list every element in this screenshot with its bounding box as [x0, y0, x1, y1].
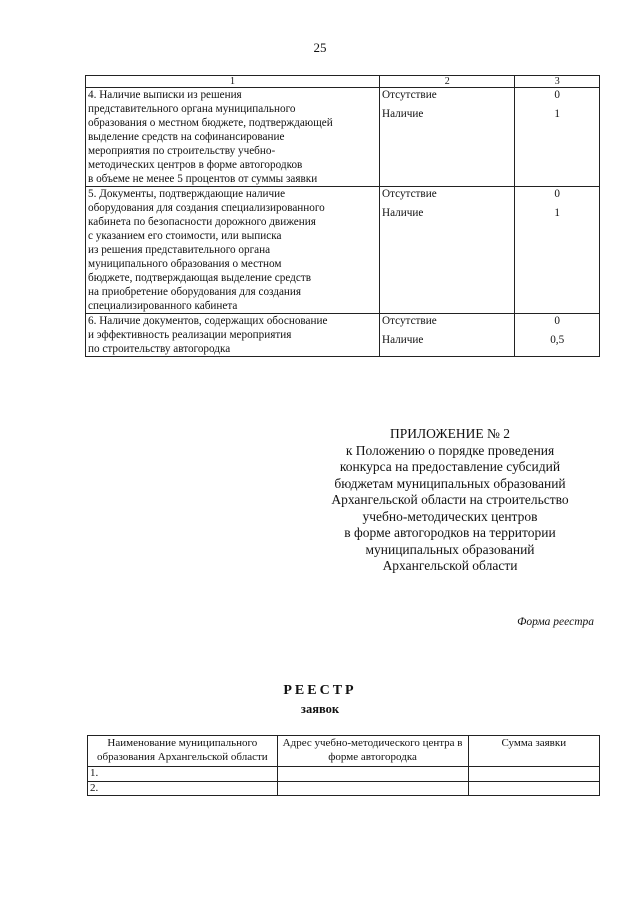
registry-cell-municipality: 2.: [88, 781, 278, 796]
criteria-options: [380, 314, 515, 357]
description-line: выделение средств на софинансирование: [88, 131, 285, 143]
criteria-options: [380, 88, 515, 187]
option-present: Наличие: [382, 334, 424, 346]
criteria-header-row: [86, 76, 600, 88]
registry-cell-amount: [468, 767, 599, 782]
points-absent: 0: [554, 188, 560, 200]
registry-subtitle: заявок: [300, 702, 340, 716]
description-line: кабинета по безопасности дорожного движения: [88, 216, 316, 228]
registry-cell-municipality: 1.: [88, 767, 278, 782]
description-line: 5. Документы, подтверждающие наличие: [88, 188, 286, 200]
points-present: 0,5: [550, 334, 565, 346]
description-line: оборудования для создания специализированного: [88, 202, 325, 214]
registry-header-amount: Сумма заявки: [468, 736, 599, 767]
option-present: Наличие: [382, 207, 424, 219]
registry-cell-amount: [468, 781, 599, 796]
option-absent: Отсутствие: [382, 188, 437, 200]
points-present: 1: [554, 108, 560, 120]
registry-row: [88, 781, 600, 796]
criteria-points: [515, 88, 600, 187]
appendix-line: учебно-методических центров: [362, 508, 538, 524]
form-note: Форма реестра: [517, 616, 594, 628]
description-line: с указанием его стоимости, или выписка: [88, 230, 282, 242]
description-line: специализированного кабинета: [88, 300, 238, 312]
description-line: по строительству автогородка: [88, 343, 231, 355]
registry-row: [88, 767, 600, 782]
description-line: представительного органа муниципального: [88, 103, 296, 115]
criteria-description: [86, 187, 380, 314]
points-absent: 0: [554, 315, 560, 327]
option-present: Наличие: [382, 108, 424, 120]
criteria-points: [515, 314, 600, 357]
description-line: 4. Наличие выписки из решения: [88, 89, 242, 101]
option-absent: Отсутствие: [382, 89, 437, 101]
points-absent: 0: [554, 89, 560, 101]
registry-title: РЕЕСТР: [283, 683, 357, 698]
appendix-line: бюджетам муниципальных образований: [334, 475, 566, 491]
registry-header-municipality: Наименование муниципального образования Архангельской области: [88, 736, 278, 767]
criteria-points: [515, 187, 600, 314]
points-present: 1: [554, 207, 560, 219]
appendix-block: [300, 426, 600, 575]
appendix-line: в форме автогородков на территории: [344, 525, 556, 540]
registry-header-row: [88, 736, 600, 767]
description-line: из решения представительного органа: [88, 244, 271, 256]
description-line: 6. Наличие документов, содержащих обоснование: [88, 315, 328, 327]
criteria-table: [85, 75, 600, 357]
registry-table: [87, 735, 600, 796]
criteria-description: [86, 314, 380, 357]
appendix-line: муниципальных образований: [365, 541, 535, 557]
criteria-header-col-1: 1: [86, 76, 380, 88]
description-line: мероприятия по строительству учебно-: [88, 145, 276, 157]
appendix-line: к Положению о порядке проведения: [345, 442, 555, 458]
appendix-line: конкурса на предоставление субсидий: [339, 459, 561, 474]
criteria-header-col-3: 3: [515, 76, 600, 88]
registry-cell-address: [277, 767, 468, 782]
appendix-line: Архангельской области: [382, 558, 518, 573]
description-line: методических центров в форме автогородков: [88, 159, 303, 171]
page-number: 25: [313, 40, 327, 55]
criteria-row-5: [86, 187, 600, 314]
description-line: бюджете, подтверждающая выделение средств: [88, 272, 312, 284]
description-line: муниципального образования о местном: [88, 258, 282, 270]
registry-header-address: Адрес учебно-методического центра в форме автогородка: [277, 736, 468, 767]
description-line: в объеме не менее 5 процентов от суммы заявки: [88, 173, 318, 185]
criteria-row-4: [86, 88, 600, 187]
description-line: и эффективность реализации мероприятия: [88, 329, 292, 341]
criteria-row-6: [86, 314, 600, 357]
option-absent: Отсутствие: [382, 315, 437, 327]
criteria-options: [380, 187, 515, 314]
appendix-title: ПРИЛОЖЕНИЕ № 2: [389, 426, 511, 441]
criteria-description: [86, 88, 380, 187]
criteria-header-col-2: 2: [380, 76, 515, 88]
registry-cell-address: [277, 781, 468, 796]
description-line: образования о местном бюджете, подтверждающей: [88, 117, 333, 129]
description-line: на приобретение оборудования для создания: [88, 286, 302, 298]
appendix-line: Архангельской области на строительство: [331, 492, 569, 507]
